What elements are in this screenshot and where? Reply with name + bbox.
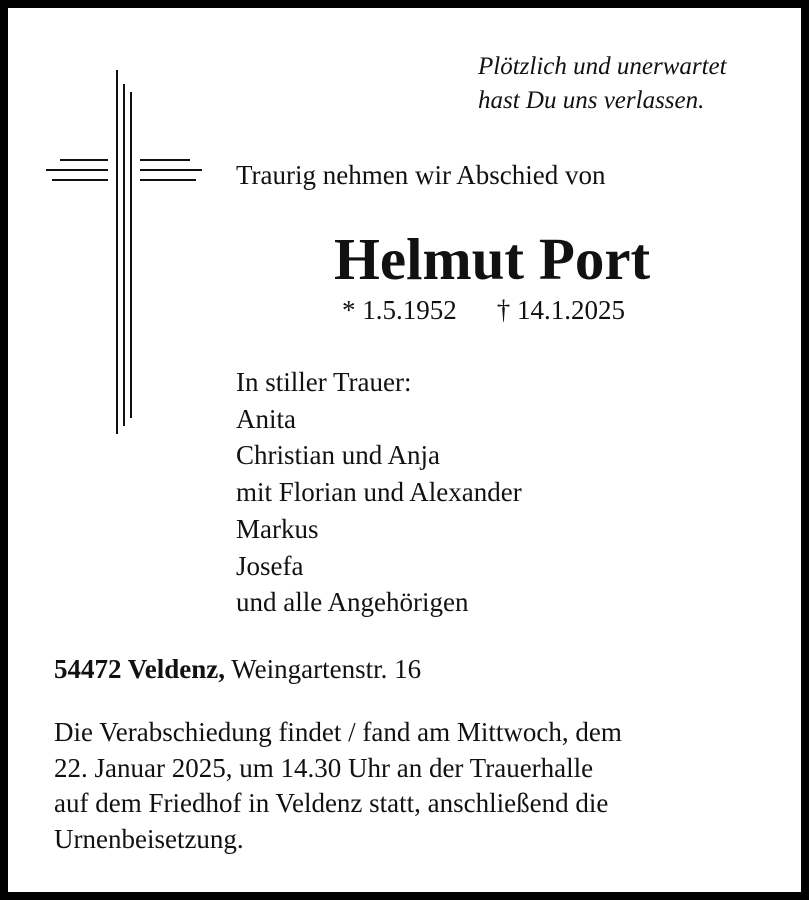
mourner-name: und alle Angehörigen (236, 587, 469, 618)
ceremony-line: auf dem Friedhof in Veldenz statt, anschließend die (54, 788, 609, 818)
ceremony-info (54, 715, 622, 857)
life-dates (342, 291, 625, 329)
motto-line: hast Du uns verlassen. (478, 87, 705, 114)
ceremony-line: Die Verabschiedung findet / fand am Mittwoch, dem (54, 717, 622, 747)
intro-text: Traurig nehmen wir Abschied von (236, 160, 606, 190)
mourner-name: Anita (236, 403, 296, 434)
ceremony-line: 22. Januar 2025, um 14.30 Uhr an der Trauerhalle (54, 752, 594, 783)
address-place: 54472 Veldenz, (54, 654, 226, 684)
address-street: Weingartenstr. 16 (231, 654, 422, 684)
birth-date: * 1.5.1952 (342, 295, 457, 325)
mourners-list (236, 364, 522, 621)
ceremony-line: Urnenbeisetzung. (54, 823, 244, 854)
mourner-name: mit Florian und Alexander (236, 477, 522, 508)
mourner-name: Josefa (236, 550, 304, 581)
mourners-heading: In stiller Trauer: (236, 367, 412, 397)
address (54, 649, 421, 689)
death-date: † 14.1.2025 (496, 295, 625, 325)
motto (478, 50, 727, 118)
mourner-name: Christian und Anja (236, 440, 440, 471)
mourner-name: Markus (236, 513, 319, 544)
deceased-name: Helmut Port (334, 226, 651, 292)
cross-icon (38, 66, 208, 441)
motto-line: Plötzlich und unerwartet (478, 53, 727, 80)
